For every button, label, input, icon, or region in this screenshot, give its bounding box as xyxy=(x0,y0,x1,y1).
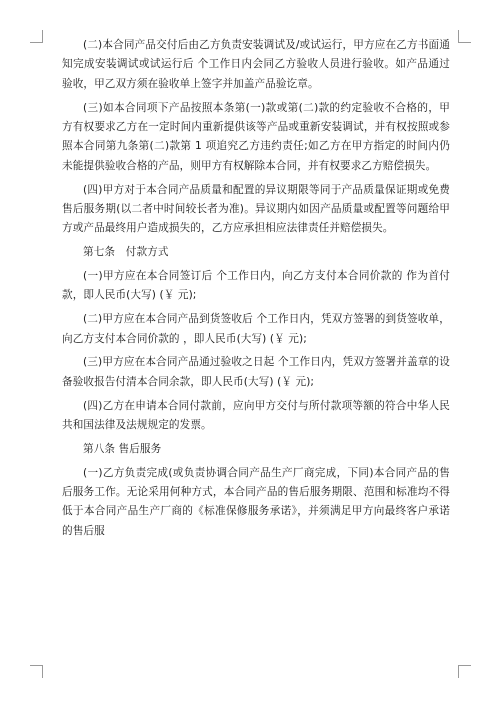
crop-mark-top-right xyxy=(458,30,471,43)
document-page xyxy=(62,36,450,546)
crop-mark-bottom-right xyxy=(458,665,471,678)
article-8-item-1: (一)乙方负责完成(或负责协调合同产品生产厂商完成，下同)本合同产品的售后服务工作。无论采用何种方式，本合同产品的售后服务期限、范围和标准均不得低于本合同产品生产厂商的《标准保修服务承诺》，并须满足甲方向最终客户承诺的售后服 xyxy=(62,466,450,537)
crop-mark-top-left xyxy=(30,30,43,43)
clause-6-item-2: (二)本合同产品交付后由乙方负责安装调试及/或试运行，甲方应在乙方书面通知完成安装调试或试运行后 个工作日内会同乙方验收人员进行验收。如产品通过验收，甲乙双方须在验收单上签字并加盖产品验讫章。 xyxy=(62,39,450,90)
clause-6-item-4: (四)甲方对于本合同产品质量和配置的异议期限等同于产品质量保证期或免费售后服务期(以二者中时间较长者为准)。异议期内如因产品质量或配置等问题给甲方或产品最终用户造成损失的，乙方应承担相应法律责任并赔偿损失。 xyxy=(62,183,450,235)
clause-6-item-3: (三)如本合同项下产品按照本条第(一)款或第(二)款的约定验收不合格的，甲方有权要求乙方在一定时间内重新提供该等产品或重新安装调试，并有权按照或参照本合同第九条第(二)款第 1 项追究乙方违约责任;如乙方在甲方指定的时间内仍未能提供验收合格的产品，则甲方有权解除本合同，并有权要求乙方赔偿损失。 xyxy=(62,101,450,172)
crop-mark-bottom-left xyxy=(30,665,43,678)
article-7-item-4: (四)乙方在申请本合同付款前，应向甲方交付与所付款项等额的符合中华人民共和国法律及法规规定的发票。 xyxy=(62,399,450,432)
article-7-heading: 第七条 付款方式 xyxy=(83,246,169,259)
article-7-item-3: (三)甲方应在本合同产品通过验收之日起 个工作日内，凭双方签署并盖章的设备验收报告付清本合同余款，即人民币(大写) (￥ 元); xyxy=(62,356,450,388)
article-7-item-2: (二)甲方应在本合同产品到货签收后 个工作日内，凭双方签署的到货签收单，向乙方支付本合同价款的 ，即人民币(大写) (￥ 元); xyxy=(62,313,450,345)
article-8-heading: 第八条 售后服务 xyxy=(83,442,162,455)
article-7-item-1: (一)甲方应在本合同签订后 个工作日内，向乙方支付本合同价款的 作为首付款，即人民币(大写) (￥ 元); xyxy=(62,270,450,302)
